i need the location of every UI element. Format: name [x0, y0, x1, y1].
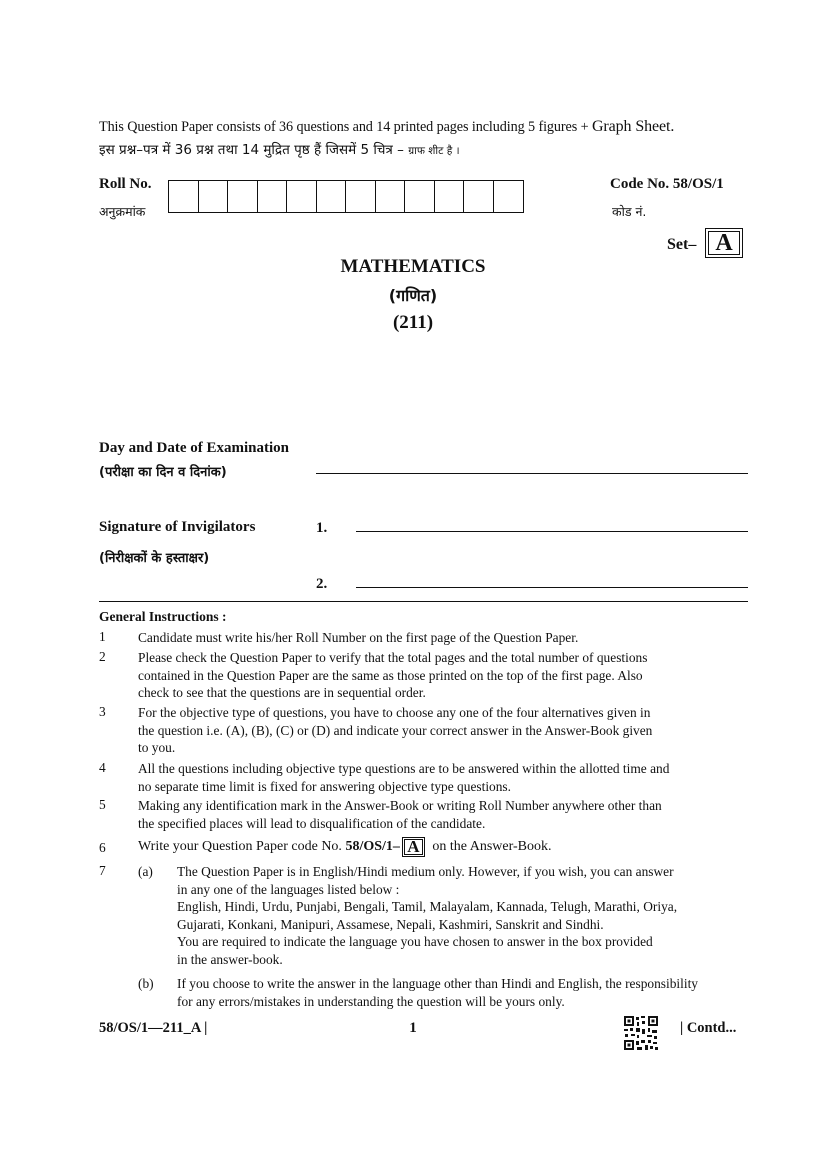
subject-title: MATHEMATICS [340, 256, 486, 277]
instruction-item [138, 797, 662, 832]
invigilator-signature-label: Signature of Invigilators [99, 519, 256, 535]
roll-digit-box[interactable] [464, 181, 494, 212]
instruction-item [177, 975, 698, 1010]
instruction-item [177, 863, 677, 969]
instruction-item-code [138, 837, 552, 857]
roll-no-label: Roll No. [99, 176, 152, 192]
instruction-line: The Question Paper is in English/Hindi medium only. However, if you wish, you can answer [177, 864, 674, 879]
instruction-line: the question i.e. (A), (B), (C) or (D) and indicate your correct answer in the Answer-Book given [138, 722, 653, 738]
roll-digit-box[interactable] [287, 181, 317, 212]
roll-digit-box[interactable] [258, 181, 288, 212]
instruction-line: to you. [138, 740, 176, 756]
instruction-line: for any errors/mistakes in understanding the question will be yours only. [177, 993, 565, 1009]
invigilator-2-number: 2. [316, 576, 328, 592]
roll-digit-box[interactable] [405, 181, 435, 212]
qr-code-icon [623, 1015, 659, 1051]
roll-digit-box[interactable] [435, 181, 465, 212]
subject-code: (211) [392, 312, 434, 333]
graph-sheet-note: Graph Sheet. [591, 118, 675, 135]
instruction-line: Gujarati, Konkani, Manipuri, Assamese, Nepali, Kashmiri, Sanskrit and Sindhi. [177, 916, 604, 932]
instruction-line: in the answer-book. [177, 951, 283, 967]
footer-paper-code: 58/OS/1—211_A | [99, 1020, 208, 1036]
roll-no-boxes[interactable] [168, 180, 524, 213]
general-instructions-title: General Instructions : [99, 609, 227, 624]
instruction-line: the specified places will lead to disqualification of the candidate. [138, 815, 486, 831]
instruction-line: check to see that the questions are in sequential order. [138, 685, 426, 701]
instruction-line: Candidate must write his/her Roll Number on the first page of the Question Paper. [138, 630, 579, 645]
instruction-number: 3 [99, 704, 106, 719]
paper-summary-text: This Question Paper consists of 36 questions and 14 printed pages including 5 figures + [99, 119, 589, 135]
invigilator-2-signature-line[interactable] [356, 587, 748, 588]
paper-summary-hindi-text: इस प्रश्न–पत्र में 36 प्रश्न तथा 14 मुद्रित पृष्ठ हैं जिसमें 5 चित्र – [99, 142, 404, 158]
instruction-item [138, 629, 578, 647]
instruction-line: English, Hindi, Urdu, Punjabi, Bengali, Tamil, Malayalam, Kannada, Telugh, Marathi, Oriya, [177, 899, 678, 915]
set-code-box: A [402, 837, 425, 857]
roll-digit-box[interactable] [169, 181, 199, 212]
set-value: A [715, 229, 733, 256]
instruction-line: no separate time limit is fixed for answering objective type questions. [138, 778, 511, 794]
paper-summary-hindi [99, 140, 460, 158]
roll-digit-box[interactable] [317, 181, 347, 212]
sub-item-label: (a) [138, 864, 153, 879]
instruction-number: 7 [99, 863, 106, 878]
instruction-number: 5 [99, 797, 106, 812]
roll-digit-box[interactable] [494, 181, 524, 212]
graph-sheet-note-hindi: ग्राफ शीट है । [408, 145, 460, 157]
section-divider [99, 601, 748, 602]
instruction-line: Please check the Question Paper to verify that the total pages and the total number of questions [138, 650, 648, 665]
roll-digit-box[interactable] [376, 181, 406, 212]
invigilator-signature-label-hindi: (निरीक्षकों के हस्ताक्षर) [99, 551, 210, 566]
roll-digit-box[interactable] [228, 181, 258, 212]
page-number: 1 [409, 1020, 417, 1036]
roll-no-label-hindi: अनुक्रमांक [99, 204, 146, 219]
instruction-item [138, 704, 652, 757]
instruction-line: If you choose to write the answer in the language other than Hindi and English, the responsibility [177, 976, 698, 991]
instruction-line: Making any identification mark in the Answer-Book or writing Roll Number anywhere other than [138, 798, 662, 813]
instruction-number: 1 [99, 629, 106, 644]
instruction-item [138, 649, 647, 702]
instruction-number: 2 [99, 649, 106, 664]
continued-label: | Contd... [680, 1020, 737, 1036]
exam-date-line[interactable] [316, 473, 748, 474]
instruction-item [138, 760, 669, 795]
instruction-line: You are required to indicate the language you have chosen to answer in the box provided [177, 934, 653, 950]
instruction-line: in any one of the languages listed below : [177, 881, 400, 897]
instruction-line: All the questions including objective type questions are to be answered within the allotted time and [138, 761, 670, 776]
roll-digit-box[interactable] [199, 181, 229, 212]
code-no-label: Code No. 58/OS/1 [610, 176, 724, 192]
code-no-label-hindi: कोड नं. [612, 204, 647, 219]
exam-date-label-hindi: (परीक्षा का दिन व दिनांक) [99, 465, 227, 480]
subject-title-hindi: (गणित) [388, 286, 438, 305]
roll-digit-box[interactable] [346, 181, 376, 212]
invigilator-1-signature-line[interactable] [356, 531, 748, 532]
instruction-line: contained in the Question Paper are the same as those printed on the top of the first page. Also [138, 667, 643, 683]
sub-item-label: (b) [138, 976, 154, 991]
paper-summary-english [99, 118, 674, 136]
instruction-line: For the objective type of questions, you have to choose any one of the four alternatives given in [138, 705, 651, 720]
paper-code: 58/OS/1– [345, 839, 400, 855]
instruction-line: Write your Question Paper code No. [138, 839, 342, 855]
invigilator-1-number: 1. [316, 520, 328, 536]
set-box [705, 228, 743, 258]
set-label: Set– [667, 236, 697, 253]
instruction-line: on the Answer-Book. [432, 839, 552, 855]
exam-date-label: Day and Date of Examination [99, 440, 290, 456]
instruction-number: 6 [99, 840, 106, 855]
instruction-number: 4 [99, 760, 106, 775]
